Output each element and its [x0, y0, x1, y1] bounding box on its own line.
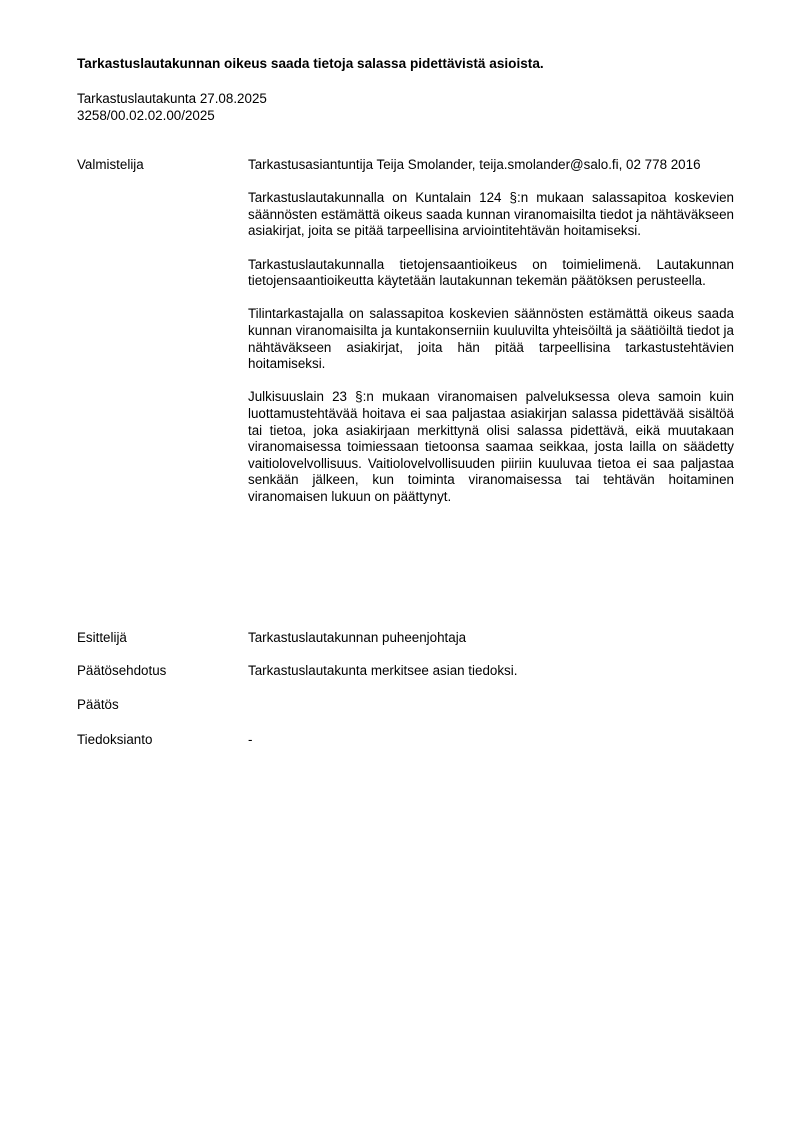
valmistelija-content	[248, 157, 734, 505]
paragraph-julkisuuslaki: Julkisuuslain 23 §:n mukaan viranomaisen palveluksessa oleva samoin kuin luottamustehtävää hoitava ei saa paljastaa asiakirjan salassa pidettävää sisältöä tai tietoa, joka asiakirjaan merkittynä olisi salassa pidettävä, eikä muutakaan viranomaisessa toimiessaan tietoonsa saamaa seikkaa, josta lailla on säädetty vaitiolovelvollisuus. Vaitiolovelvollisuuden piiriin kuuluvaa tietoa ei saa paljastaa senkään jälkeen, kun toiminta viranomaisessa tai tehtävän hoitaminen viranomaisen lukuun on päättynyt.	[248, 389, 734, 504]
label-esittelija: Esittelijä	[77, 630, 127, 645]
paragraph-tilintarkastaja: Tilintarkastajalla on salassapitoa koskevien säännösten estämättä oikeus saada kunnan viranomaisilta ja kuntakonserniin kuuluvilta yhteisöiltä ja säätiöiltä tiedot ja nähtäväkseen asiakirjat, joita hän pitää tarpeellisina tarkastustehtävien hoitamiseksi.	[248, 306, 734, 372]
meeting-info	[77, 91, 577, 124]
esittelija-value: Tarkastuslautakunnan puheenjohtaja	[248, 630, 467, 645]
label-valmistelija: Valmistelija	[77, 157, 144, 172]
label-paatosehdotus: Päätösehdotus	[77, 663, 167, 678]
label-tiedoksianto: Tiedoksianto	[77, 732, 153, 747]
paragraph-kuntalaki: Tarkastuslautakunnalla on Kuntalain 124 §:n mukaan salassapitoa koskevien säännösten estämättä oikeus saada kunnan viranomaisilta tiedot ja nähtäväkseen asiakirjat, joita se pitää tarpeellisina arviointitehtävän hoitamiseksi.	[248, 190, 734, 239]
paragraph-tietojensaanti: Tarkastuslautakunnalla tietojensaantioikeus on toimielimenä. Lautakunnan tietojensaantioikeutta käytetään lautakunnan tekemän päätöksen perusteella.	[248, 256, 734, 289]
label-paatos: Päätös	[77, 697, 119, 712]
paatosehdotus-value: Tarkastuslautakunta merkitsee asian tiedoksi.	[248, 663, 518, 678]
tiedoksianto-value: -	[248, 732, 253, 747]
meeting-date: Tarkastuslautakunta 27.08.2025	[77, 91, 267, 106]
document-title: Tarkastuslautakunnan oikeus saada tietoja salassa pidettävistä asioista.	[77, 56, 544, 71]
record-number: 3258/00.02.02.00/2025	[77, 107, 215, 123]
preparer-info: Tarkastusasiantuntija Teija Smolander, teija.smolander@salo.fi, 02 778 2016	[248, 157, 701, 172]
